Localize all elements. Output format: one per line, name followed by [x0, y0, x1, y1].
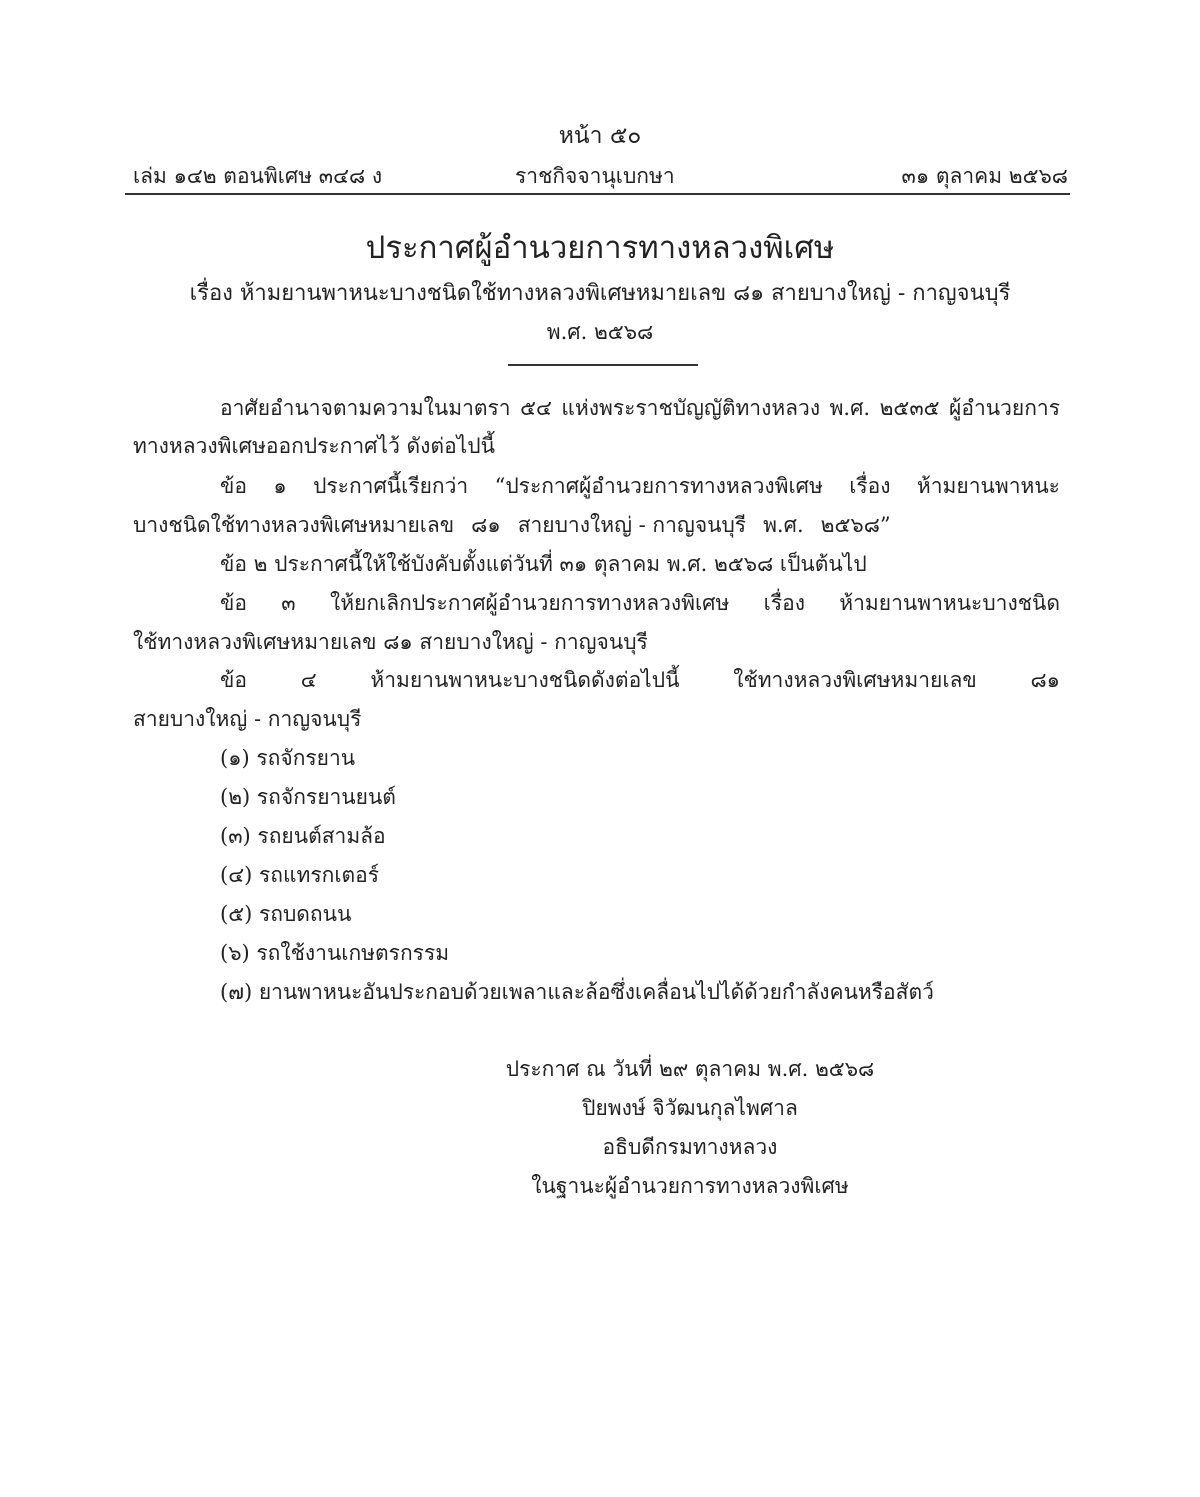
word: ห้ามยานพาหนะบางชนิดดังต่อไปนี้ — [370, 668, 680, 692]
word: ข้อ — [220, 591, 247, 615]
word: ผู้อำนวยการ — [949, 396, 1060, 420]
word: ๘๑ — [1030, 668, 1060, 692]
word: ๔ — [300, 668, 317, 692]
volume-issue: เล่ม ๑๔๒ ตอนพิเศษ ๓๔๘ ง — [133, 164, 383, 188]
clause-1-line-1 — [220, 470, 1060, 503]
announcement-title: ประกาศผู้อำนวยการทางหลวงพิเศษ — [365, 230, 835, 266]
issue-date: ๓๑ ตุลาคม ๒๕๖๘ — [901, 164, 1068, 188]
vehicle-list-item: (๓) รถยนต์สามล้อ — [220, 824, 386, 848]
vehicle-list-item: (๖) รถใช้งานเกษตรกรรม — [220, 941, 450, 965]
word: พ.ศ. — [829, 396, 871, 420]
preamble-line-1 — [220, 392, 1060, 425]
announcement-year: พ.ศ. ๒๕๖๘ — [546, 320, 654, 344]
word: ๕๔ — [520, 396, 552, 420]
word: ๘๑ — [471, 513, 501, 537]
page-number: หน้า ๕๐ — [558, 123, 642, 149]
announcement-subject: เรื่อง ห้ามยานพาหนะบางชนิดใช้ทางหลวงพิเศษหมายเลข ๘๑ สายบางใหญ่ - กาญจนบุรี — [189, 281, 1011, 306]
word: อาศัยอำนาจตามความในมาตรา — [220, 396, 511, 420]
preamble-line-2: ทางหลวงพิเศษออกประกาศไว้ ดังต่อไปนี้ — [133, 434, 495, 458]
word: ๑ — [273, 474, 287, 498]
title-divider — [508, 364, 698, 366]
clause-3-line-1 — [220, 587, 1060, 620]
word: ให้ยกเลิกประกาศผู้อำนวยการทางหลวงพิเศษ — [329, 591, 730, 615]
vehicle-list-item: (๗) ยานพาหนะอันประกอบด้วยเพลาและล้อซึ่งเคลื่อนไปได้ด้วยกำลังคนหรือสัตว์ — [220, 980, 934, 1004]
word: ข้อ — [220, 474, 247, 498]
signatory-position: อธิบดีกรมทางหลวง — [602, 1135, 778, 1159]
clause-1-line-2 — [133, 509, 891, 542]
signatory-capacity: ในฐานะผู้อำนวยการทางหลวงพิเศษ — [531, 1174, 849, 1198]
word: แห่งพระราชบัญญัติทางหลวง — [561, 396, 821, 420]
word: ๒๕๖๘” — [820, 513, 891, 537]
header-divider — [125, 193, 1070, 195]
vehicle-list-item: (๕) รถบดถนน — [220, 902, 352, 926]
clause-3-line-2: ใช้ทางหลวงพิเศษหมายเลข ๘๑ สายบางใหญ่ - กาญจนบุรี — [133, 630, 648, 654]
gazette-name: ราชกิจจานุเบกษา — [515, 164, 675, 188]
word: เรื่อง — [763, 591, 805, 615]
word: ห้ามยานพาหนะ — [916, 474, 1060, 498]
word: บางชนิดใช้ทางหลวงพิเศษหมายเลข — [133, 513, 455, 537]
signatory-name: ปิยพงษ์ จิวัฒนกุลไพศาล — [582, 1096, 798, 1120]
clause-4-line-2: สายบางใหญ่ - กาญจนบุรี — [133, 707, 362, 731]
clause-2: ข้อ ๒ ประกาศนี้ให้ใช้บังคับตั้งแต่วันที่ ๓๑ ตุลาคม พ.ศ. ๒๕๖๘ เป็นต้นไป — [220, 552, 867, 576]
word: สายบางใหญ่ - กาญจนบุรี — [517, 513, 747, 537]
word: ใช้ทางหลวงพิเศษหมายเลข — [733, 668, 977, 692]
word: พ.ศ. — [763, 513, 804, 537]
word: ประกาศนี้เรียกว่า — [313, 474, 469, 498]
clause-4-line-1 — [220, 664, 1060, 697]
vehicle-list-item: (๒) รถจักรยานยนต์ — [220, 785, 396, 809]
vehicle-list-item: (๔) รถแทรกเตอร์ — [220, 863, 380, 887]
word: ห้ามยานพาหนะบางชนิด — [839, 591, 1060, 615]
announced-date: ประกาศ ณ วันที่ ๒๙ ตุลาคม พ.ศ. ๒๕๖๘ — [505, 1057, 875, 1081]
word: “ประกาศผู้อำนวยการทางหลวงพิเศษ — [494, 474, 823, 498]
word: เรื่อง — [849, 474, 891, 498]
word: ๒๕๓๕ — [879, 396, 940, 420]
vehicle-list-item: (๑) รถจักรยาน — [220, 746, 356, 770]
word: ๓ — [281, 591, 296, 615]
word: ข้อ — [220, 668, 247, 692]
